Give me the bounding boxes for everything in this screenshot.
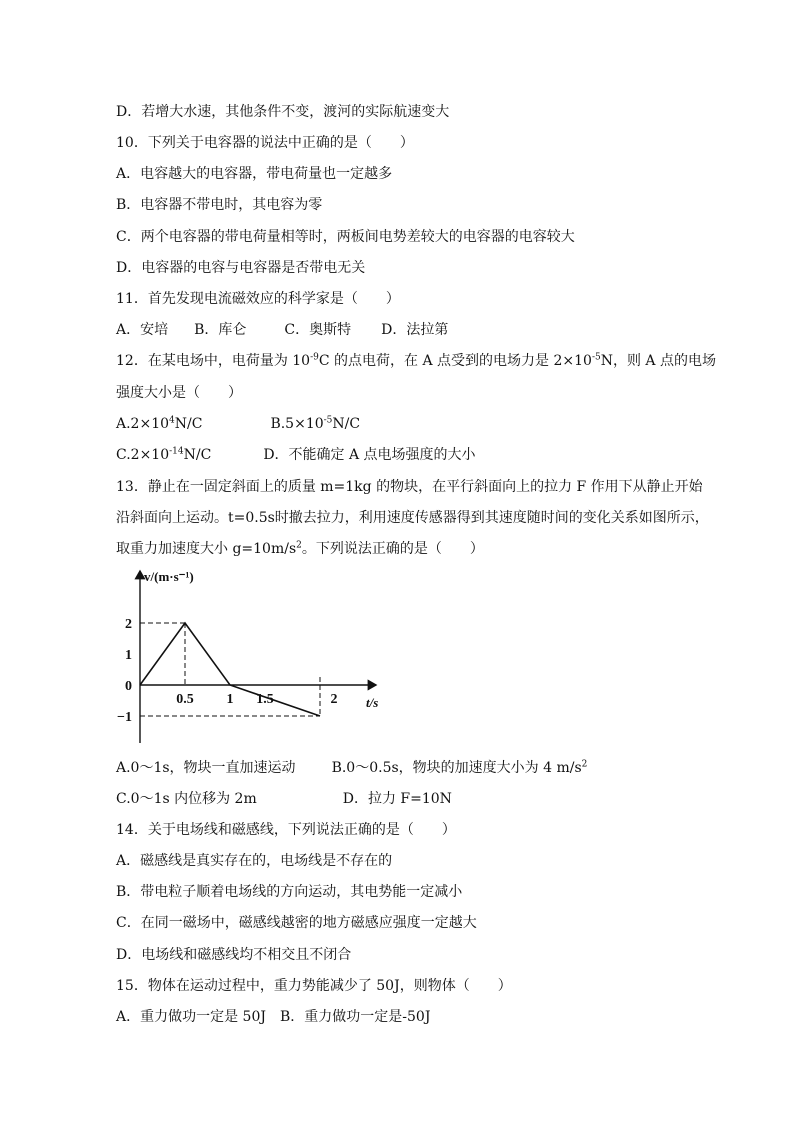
- option-13a: A.0～1s，物块一直加速运动: [116, 760, 296, 776]
- options-15ab: A．重力做功一定是 50J B．重力做功一定是-50J: [116, 1009, 431, 1025]
- option-14b: B．带电粒子顺着电场线的方向运动，其电势能一定减小: [116, 884, 463, 900]
- x-tick-label: 1: [226, 692, 234, 707]
- option-14a: A．磁感线是真实存在的，电场线是不存在的: [116, 853, 393, 869]
- option-13c: C.0～1s 内位移为 2m: [116, 791, 257, 807]
- y-axis-label: v/(m·s⁻¹): [144, 569, 194, 584]
- question-15: 15．物体在运动过程中，重力势能减少了 50J，则物体（ ）: [116, 978, 512, 994]
- option-10a: A．电容越大的电容器，带电荷量也一定越多: [116, 166, 393, 182]
- y-tick-label: 2: [125, 617, 132, 632]
- option-13d: D．拉力 F=10N: [342, 791, 452, 807]
- option-11b: B．库仑: [194, 322, 247, 338]
- option-12d: D．不能确定 A 点电场强度的大小: [263, 447, 476, 463]
- question-12-line2: 强度大小是（ ）: [116, 385, 242, 401]
- option-13b: B.0～0.5s，物块的加速度大小为 4 $m/s^2$: [331, 759, 588, 776]
- x-tick-label: 1.5: [256, 692, 274, 707]
- question-10: 10．下列关于电容器的说法中正确的是（ ）: [116, 135, 414, 151]
- option-10b: B．电容器不带电时，其电容为零: [116, 197, 323, 213]
- option-10c: C．两个电容器的带电荷量相等时，两板间电势差较大的电容器的电容较大: [116, 229, 575, 245]
- options-13cd: [116, 789, 452, 809]
- x-tick-label: 2: [330, 692, 338, 707]
- option-11c: C．奥斯特: [284, 322, 352, 338]
- option-14c: C．在同一磁场中，磁感线越密的地方磁感应强度一定越大: [116, 915, 477, 931]
- option-12c: $C.2\times 10^{-14}N/C$: [116, 446, 212, 463]
- question-13-line1: 13．静止在一固定斜面上的质量 m=1kg 的物块，在平行斜面向上的拉力 F 作用下从静止开始: [116, 479, 703, 495]
- option-10d: D．电容器的电容与电容器是否带电无关: [116, 260, 366, 276]
- y-tick-label: 0: [125, 679, 132, 694]
- x-tick-label: 0.5: [176, 692, 194, 707]
- options-11: [116, 320, 448, 340]
- options-13ab: [116, 758, 587, 778]
- question-12-line1: 12．在某电场中，电荷量为 $10^{-9}C$ 的点电荷，在 A 点受到的电场力是 $2\times 10^{-5}N$，则 A 点的电场: [116, 352, 716, 369]
- velocity-time-graph: [108, 565, 408, 755]
- option-14d: D．电场线和磁感线均不相交且不闭合: [116, 947, 352, 963]
- question-13-line2: 沿斜面向上运动。t=0.5s时撤去拉力，利用速度传感器得到其速度随时间的变化关系如图所示，: [116, 510, 709, 526]
- options-12cd: [116, 445, 476, 465]
- question-11: 11．首先发现电流磁效应的科学家是（ ）: [116, 291, 400, 307]
- question-13-line3: 取重力加速度大小 $g=10m/s^2$。下列说法正确的是（ ）: [116, 540, 484, 557]
- x-axis-label: t/s: [366, 695, 379, 710]
- option-11a: A．安培: [116, 322, 169, 338]
- y-tick-label: 1: [125, 648, 132, 663]
- option-12a: $A.2\times 10^4N/C$: [116, 415, 203, 432]
- option-9d: D．若增大水速，其他条件不变，渡河的实际航速变大: [116, 104, 450, 120]
- option-11d: D．法拉第: [381, 322, 449, 338]
- option-12b: $B.5\times 10^{-5}N/C$: [270, 415, 361, 432]
- options-12ab: [116, 414, 360, 434]
- question-14: 14．关于电场线和磁感线，下列说法正确的是（ ）: [116, 822, 456, 838]
- y-tick-label: −1: [117, 710, 132, 725]
